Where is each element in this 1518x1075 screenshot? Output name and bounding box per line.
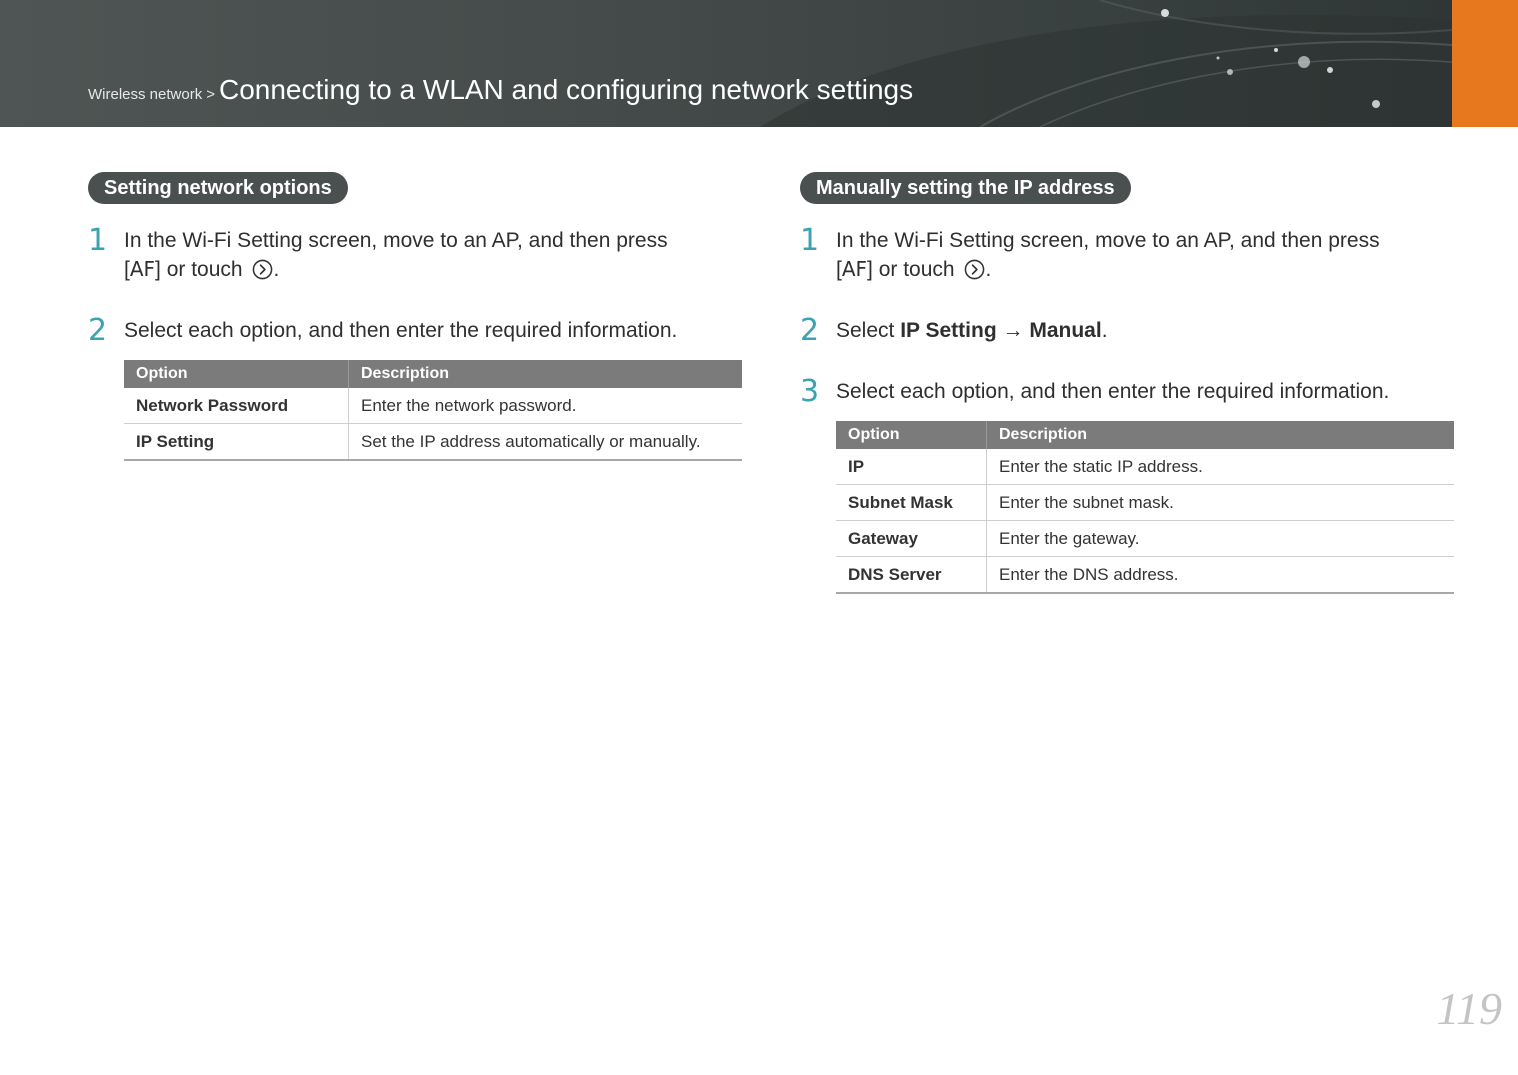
step-text: . [273,258,280,281]
step-number: 2 [88,313,108,348]
chevron-right-circle-icon [964,259,985,280]
column-header-option: Option [124,360,349,388]
step-number: 1 [800,223,820,258]
menu-ip-setting: IP Setting [900,319,997,342]
option-name: Subnet Mask [836,485,987,521]
page-title: Connecting to a WLAN and conﬁguring network settings [218,74,914,105]
table-header-row [124,360,742,388]
step-text: In the Wi-Fi Setting screen, move to an AP, and then press [836,229,1380,252]
table-header-row [836,421,1454,449]
key-bracket-close: ] [155,258,161,281]
options-table [124,360,742,461]
af-key-label: AF [129,257,156,281]
table-row [836,557,1454,594]
step-text: Select each option, and then enter the required information. [124,319,678,342]
section-heading: Setting network options [88,172,348,204]
breadcrumb [88,74,913,106]
column-header-option: Option [836,421,987,449]
step-text: or touch [872,258,961,281]
option-description: Enter the DNS address. [987,557,1455,594]
column-header-description: Description [987,421,1455,449]
steps-list [800,223,1454,409]
table-row [836,521,1454,557]
section-setting-network-options [88,172,742,461]
header-decoration [0,0,1452,127]
table-row [124,388,742,424]
step-item [800,374,1454,409]
step-text: . [985,258,992,281]
breadcrumb-parent[interactable]: Wireless network [88,86,203,103]
table-row [836,485,1454,521]
step-number: 3 [800,374,820,409]
options-table [836,421,1454,594]
step-item [88,223,742,284]
option-name: IP Setting [124,424,349,461]
option-description: Enter the network password. [349,388,743,424]
step-text: or touch [160,258,249,281]
option-description: Enter the gateway. [987,521,1455,557]
section-heading: Manually setting the IP address [800,172,1131,204]
section-manual-ip-address [800,172,1454,594]
option-description: Enter the static IP address. [987,449,1455,485]
option-name: Network Password [124,388,349,424]
option-name: IP [836,449,987,485]
arrow-separator: → [996,319,1030,342]
option-description: Set the IP address automatically or manually. [349,424,743,461]
option-name: Gateway [836,521,987,557]
key-bracket-close: ] [867,258,873,281]
step-text: In the Wi-Fi Setting screen, move to an AP, and then press [124,229,668,252]
step-text: Select [836,319,901,342]
steps-list [88,223,742,348]
step-text: Select each option, and then enter the required information. [836,380,1390,403]
header-accent-bar [1452,0,1518,127]
option-description: Enter the subnet mask. [987,485,1455,521]
chevron-right-circle-icon [252,259,273,280]
step-number: 2 [800,313,820,348]
step-text: . [1101,319,1108,342]
breadcrumb-separator: > [206,86,215,103]
key-bracket-open: [ [836,258,842,281]
option-name: DNS Server [836,557,987,594]
page-header [0,0,1452,127]
step-item [88,313,742,348]
af-key-label: AF [841,257,868,281]
table-row [836,449,1454,485]
table-row [124,424,742,461]
page-number: 119 [1436,983,1502,1034]
step-item [800,223,1454,284]
menu-manual: Manual [1029,319,1102,342]
step-number: 1 [88,223,108,258]
key-bracket-open: [ [124,258,130,281]
step-item [800,313,1454,348]
column-header-description: Description [349,360,743,388]
